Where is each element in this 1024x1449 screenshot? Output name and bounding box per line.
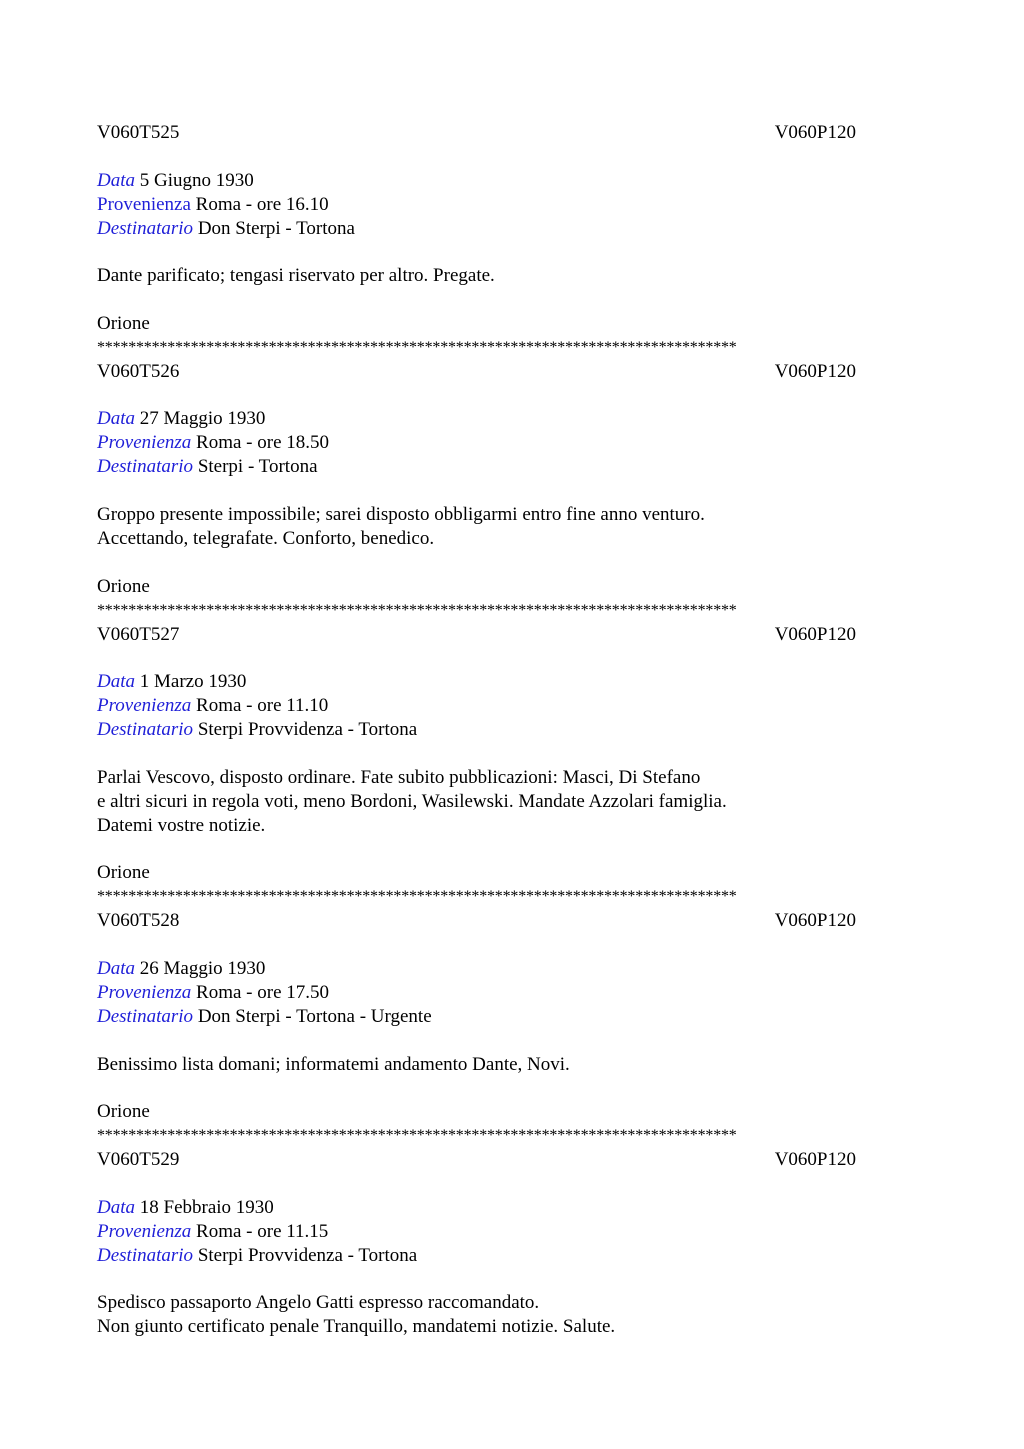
signature: Orione <box>97 1101 150 1123</box>
origin-value: Roma - ore 18.50 <box>196 432 330 454</box>
telegram-entry <box>97 623 927 910</box>
origin-value: Roma - ore 11.15 <box>196 1220 329 1242</box>
date-field <box>97 670 927 694</box>
recipient-field <box>97 718 927 742</box>
origin-field <box>97 431 927 455</box>
separator: ********************************************************************************** <box>97 601 737 619</box>
message-line: e altri sicuri in regola voti, meno Bordoni, Wasilewski. Mandate Azzolari famiglia. <box>97 790 727 812</box>
message-line: Accettando, telegrafate. Conforto, benedico. <box>97 527 435 549</box>
entry-id: V060T527 <box>97 623 180 645</box>
recipient-value: Sterpi Provvidenza - Tortona <box>197 719 418 741</box>
date-field <box>97 1196 927 1220</box>
entry-header <box>97 121 856 145</box>
recipient-label: Destinatario <box>97 456 194 478</box>
date-field <box>97 957 927 981</box>
date-value: 26 Maggio 1930 <box>139 957 266 979</box>
message-line: Spedisco passaporto Angelo Gatti espresso raccomandato. <box>97 1292 540 1314</box>
recipient-label: Destinatario <box>97 217 194 239</box>
entry-id: V060T526 <box>97 360 180 382</box>
date-field <box>97 169 927 193</box>
telegram-entry <box>97 121 927 360</box>
origin-field <box>97 981 927 1005</box>
entry-header <box>97 623 856 647</box>
recipient-label: Destinatario <box>97 1005 194 1027</box>
message-line: Datemi vostre notizie. <box>97 814 266 836</box>
telegram-entry <box>97 909 927 1148</box>
document-page <box>97 121 927 1339</box>
message-line: Benissimo lista domani; informatemi andamento Dante, Novi. <box>97 1053 570 1075</box>
date-label: Data <box>97 408 135 430</box>
recipient-value: Sterpi - Tortona <box>197 456 318 478</box>
recipient-field <box>97 1005 927 1029</box>
recipient-value: Don Sterpi - Tortona <box>197 217 355 239</box>
origin-value: Roma - ore 17.50 <box>196 981 330 1003</box>
origin-field <box>97 694 927 718</box>
signature: Orione <box>97 575 150 597</box>
entry-id: V060T525 <box>97 122 180 143</box>
entry-header <box>97 360 856 384</box>
message-line: Groppo presente impossibile; sarei disposto obbligarmi entro fine anno venturo. <box>97 503 705 525</box>
origin-field <box>97 1220 927 1244</box>
entry-id: V060T528 <box>97 910 180 932</box>
entry-header <box>97 909 856 933</box>
origin-value: Roma - ore 11.10 <box>196 695 329 717</box>
date-label: Data <box>97 671 135 693</box>
date-label: Data <box>97 169 135 191</box>
recipient-label: Destinatario <box>97 719 194 741</box>
recipient-field <box>97 217 927 241</box>
page-code: V060P120 <box>774 360 856 382</box>
recipient-label: Destinatario <box>97 1244 194 1266</box>
separator: ********************************************************************************** <box>97 338 737 356</box>
signature: Orione <box>97 862 150 884</box>
page-code: V060P120 <box>774 623 856 645</box>
date-field <box>97 407 927 431</box>
message-line: Dante parificato; tengasi riservato per altro. Pregate. <box>97 265 495 287</box>
date-value: 18 Febbraio 1930 <box>139 1196 274 1218</box>
origin-field <box>97 193 927 217</box>
origin-label: Provenienza <box>97 695 192 717</box>
message-line: Parlai Vescovo, disposto ordinare. Fate subito pubblicazioni: Masci, Di Stefano <box>97 766 701 788</box>
date-label: Data <box>97 1196 135 1218</box>
origin-label: Provenienza <box>97 193 191 215</box>
separator: ********************************************************************************** <box>97 1127 737 1145</box>
page-code: V060P120 <box>774 1149 856 1171</box>
telegram-entry <box>97 360 927 623</box>
entry-header <box>97 1148 856 1172</box>
message-line: Non giunto certificato penale Tranquillo, mandatemi notizie. Salute. <box>97 1316 616 1338</box>
origin-label: Provenienza <box>97 432 192 454</box>
separator: ********************************************************************************** <box>97 888 737 906</box>
recipient-value: Sterpi Provvidenza - Tortona <box>197 1244 418 1266</box>
origin-label: Provenienza <box>97 1220 192 1242</box>
page-code: V060P120 <box>774 122 856 143</box>
recipient-field <box>97 455 927 479</box>
entry-id: V060T529 <box>97 1149 180 1171</box>
date-value: 27 Maggio 1930 <box>139 408 266 430</box>
recipient-field <box>97 1244 927 1268</box>
date-label: Data <box>97 957 135 979</box>
origin-label: Provenienza <box>97 981 192 1003</box>
telegram-entry <box>97 1148 927 1339</box>
origin-value: Roma - ore 16.10 <box>195 193 329 215</box>
date-value: 5 Giugno 1930 <box>139 169 254 191</box>
date-value: 1 Marzo 1930 <box>139 671 247 693</box>
page-code: V060P120 <box>774 910 856 932</box>
signature: Orione <box>97 312 150 334</box>
recipient-value: Don Sterpi - Tortona - Urgente <box>197 1005 432 1027</box>
